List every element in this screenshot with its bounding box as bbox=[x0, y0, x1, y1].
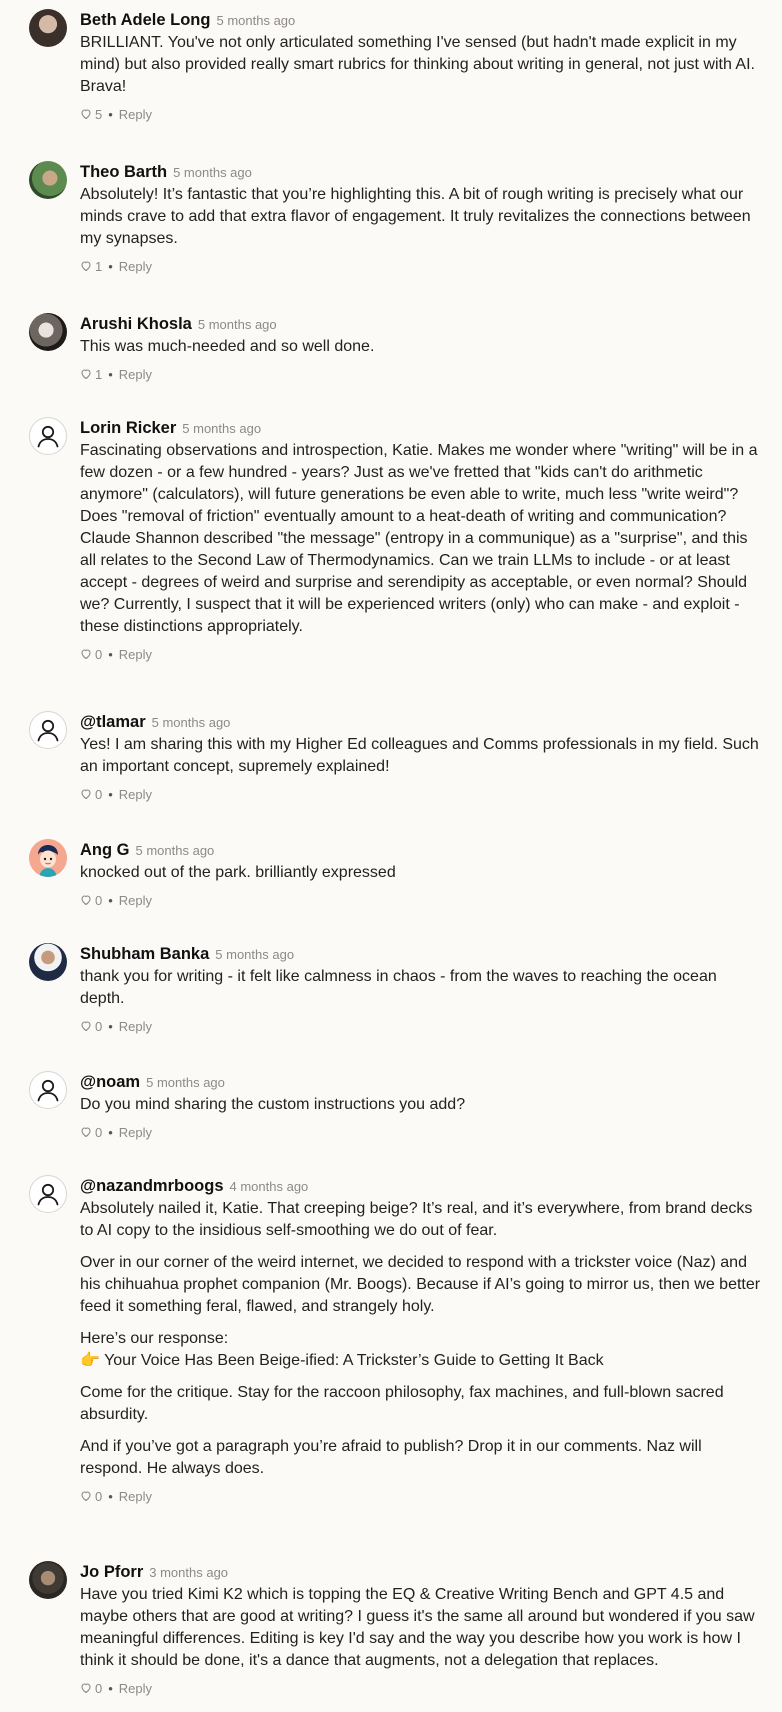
comment-text bbox=[80, 1198, 762, 1480]
comment-paragraph: Yes! I am sharing this with my Higher Ed colleagues and Comms professionals in my field. Such an important concept, supremely explained! bbox=[80, 736, 759, 775]
avatar[interactable] bbox=[29, 943, 67, 981]
comment-meta bbox=[80, 1070, 762, 1094]
comment-text bbox=[80, 336, 762, 358]
comment-actions bbox=[80, 257, 762, 275]
comment bbox=[29, 1174, 762, 1505]
comment-body bbox=[80, 942, 762, 1035]
comment-meta bbox=[80, 1560, 762, 1584]
comment-actions bbox=[80, 105, 762, 123]
comment-timestamp[interactable]: 5 months ago bbox=[215, 947, 295, 962]
like-count: 0 bbox=[95, 1488, 103, 1504]
reply-button[interactable]: Reply bbox=[118, 892, 153, 908]
separator-dot: • bbox=[108, 646, 113, 662]
heart-icon bbox=[80, 368, 92, 380]
commenter-name[interactable]: Arushi Khosla bbox=[80, 315, 192, 333]
like-button[interactable] bbox=[80, 1019, 102, 1034]
comment-timestamp[interactable]: 5 months ago bbox=[216, 13, 296, 28]
comment bbox=[29, 1560, 762, 1697]
comment-meta bbox=[80, 710, 762, 734]
comment-paragraph: And if you’ve got a paragraph you’re afraid to publish? Drop it in our comments. Naz will respond. He always does. bbox=[80, 1438, 702, 1477]
comment-body bbox=[80, 312, 762, 383]
separator-dot: • bbox=[108, 1124, 113, 1140]
like-count: 0 bbox=[95, 1680, 103, 1696]
comment-body bbox=[80, 1070, 762, 1141]
comment-text bbox=[80, 32, 762, 98]
commenter-name[interactable]: @tlamar bbox=[80, 713, 146, 731]
commenter-name[interactable]: Ang G bbox=[80, 841, 130, 859]
comment-meta bbox=[80, 838, 762, 862]
commenter-name[interactable]: @noam bbox=[80, 1073, 141, 1091]
separator-dot: • bbox=[108, 258, 113, 274]
comment-timestamp[interactable]: 5 months ago bbox=[146, 1075, 225, 1090]
comment bbox=[29, 942, 762, 1035]
comment-text bbox=[80, 966, 762, 1010]
comment-text bbox=[80, 1584, 762, 1672]
avatar[interactable] bbox=[29, 417, 67, 455]
comment-paragraph: BRILLIANT. You've not only articulated something I've sensed (but hadn't made explicit in my mind) but also provided really smart rubrics for thinking about writing in general, not just with AI. Brava! bbox=[80, 34, 755, 95]
reply-button[interactable]: Reply bbox=[118, 646, 153, 662]
reply-button[interactable]: Reply bbox=[118, 106, 153, 122]
comment-paragraph: Come for the critique. Stay for the raccoon philosophy, fax machines, and full-blown sacred absurdity. bbox=[80, 1384, 724, 1423]
comment bbox=[29, 838, 762, 909]
like-button[interactable] bbox=[80, 367, 102, 382]
commenter-name[interactable]: Shubham Banka bbox=[80, 945, 210, 963]
like-count: 1 bbox=[95, 366, 103, 382]
like-button[interactable] bbox=[80, 1489, 102, 1504]
comment-timestamp[interactable]: 5 months ago bbox=[135, 843, 215, 858]
like-button[interactable] bbox=[80, 1681, 102, 1696]
comment-paragraph: This was much-needed and so well done. bbox=[80, 338, 375, 355]
commenter-name[interactable]: @nazandmrboogs bbox=[80, 1177, 224, 1195]
comment-timestamp[interactable]: 5 months ago bbox=[151, 715, 231, 730]
comment-paragraph: thank you for writing - it felt like calmness in chaos - from the waves to reaching the ocean depth. bbox=[80, 968, 717, 1007]
commenter-name[interactable]: Lorin Ricker bbox=[80, 419, 177, 437]
like-count: 1 bbox=[95, 258, 103, 274]
comment bbox=[29, 416, 762, 663]
comment-body bbox=[80, 1174, 762, 1505]
like-count: 0 bbox=[95, 786, 103, 802]
comment-text bbox=[80, 440, 762, 638]
avatar[interactable] bbox=[29, 1561, 67, 1599]
comment-paragraph: Absolutely! It’s fantastic that you’re highlighting this. A bit of rough writing is precisely what our minds crave to add that extra flavor of engagement. It truly revitalizes the connections between my synapses. bbox=[80, 186, 751, 247]
user-placeholder-icon bbox=[35, 1077, 61, 1103]
comment-meta bbox=[80, 312, 762, 336]
comment-body bbox=[80, 838, 762, 909]
comment-actions bbox=[80, 1017, 762, 1035]
heart-icon bbox=[80, 1682, 92, 1694]
comment-meta bbox=[80, 1174, 762, 1198]
comment-body bbox=[80, 416, 762, 663]
comment-text bbox=[80, 862, 762, 884]
like-count: 5 bbox=[95, 106, 103, 122]
heart-icon bbox=[80, 788, 92, 800]
like-count: 0 bbox=[95, 1018, 103, 1034]
avatar[interactable] bbox=[29, 9, 67, 47]
comment-body bbox=[80, 1560, 762, 1697]
avatar[interactable] bbox=[29, 839, 67, 877]
reply-button[interactable]: Reply bbox=[118, 1018, 153, 1034]
comment-paragraph: Fascinating observations and introspection, Katie. Makes me wonder where "writing" will be in a few dozen - or a few hundred - years? Just as we've fretted that "kids can't do arithmetic anymore" (calculators), will future generations be even able to write, much less "write weird"? Does "removal of friction" eventually amount to a heat-death of writing and communication? Claude Shannon described "the message" (entropy in a communique) as a "surprise", and this all relates to the Second Law of Thermodynamics. Can we train LLMs to include - or at least accept - degrees of weird and surprise and serendipity as acceptable, or even normal? Should we? Currently, I suspect that it will be experienced writers (only) who can make - and exploit - these distinctions appropriately. bbox=[80, 442, 758, 635]
avatar[interactable] bbox=[29, 161, 67, 199]
comment-actions bbox=[80, 1123, 762, 1141]
user-placeholder-icon bbox=[35, 423, 61, 449]
like-button[interactable] bbox=[80, 647, 102, 662]
reply-button[interactable]: Reply bbox=[118, 366, 153, 382]
separator-dot: • bbox=[108, 1018, 113, 1034]
comment-timestamp[interactable]: 4 months ago bbox=[229, 1179, 309, 1194]
comment-meta bbox=[80, 942, 762, 966]
like-button[interactable] bbox=[80, 259, 102, 274]
comment bbox=[29, 160, 762, 275]
comment-paragraph: Here’s our response: 👉 Your Voice Has Been Beige-ified: A Trickster’s Guide to Getting It Back bbox=[80, 1330, 604, 1369]
commenter-name[interactable]: Theo Barth bbox=[80, 163, 168, 181]
comment-paragraph: Have you tried Kimi K2 which is topping the EQ & Creative Writing Bench and GPT 4.5 and maybe others that are good at writing? I guess it's the same all around but wondered if you saw meaningful differences. Editing is key I'd say and the way you describe how you work is how I think it should be done, it's a dance that augments, not a delegation that replaces. bbox=[80, 1586, 755, 1669]
heart-icon bbox=[80, 1490, 92, 1502]
comment bbox=[29, 710, 762, 803]
heart-icon bbox=[80, 1126, 92, 1138]
comment-actions bbox=[80, 891, 762, 909]
comment-paragraph: Over in our corner of the weird internet, we decided to respond with a trickster voice (Naz) and his chihuahua prophet companion (Mr. Boogs). Because if AI’s going to mirror us, then we better feed it something feral, flawed, and strangely holy. bbox=[80, 1254, 761, 1315]
like-count: 0 bbox=[95, 646, 103, 662]
comment-body bbox=[80, 710, 762, 803]
avatar[interactable] bbox=[29, 1175, 67, 1213]
comment-timestamp[interactable]: 5 months ago bbox=[182, 421, 262, 436]
heart-icon bbox=[80, 260, 92, 272]
separator-dot: • bbox=[108, 1680, 113, 1696]
separator-dot: • bbox=[108, 366, 113, 382]
separator-dot: • bbox=[108, 1488, 113, 1504]
comment-actions bbox=[80, 365, 762, 383]
cartoon-avatar-icon bbox=[29, 839, 67, 877]
commenter-name[interactable]: Beth Adele Long bbox=[80, 11, 211, 29]
comment-actions bbox=[80, 645, 762, 663]
avatar[interactable] bbox=[29, 313, 67, 351]
reply-button[interactable]: Reply bbox=[118, 786, 153, 802]
like-count: 0 bbox=[95, 1124, 103, 1140]
heart-icon bbox=[80, 894, 92, 906]
comment-meta bbox=[80, 8, 762, 32]
like-count: 0 bbox=[95, 892, 103, 908]
reply-button[interactable]: Reply bbox=[118, 1680, 153, 1696]
comment-text bbox=[80, 734, 762, 778]
comment-actions bbox=[80, 785, 762, 803]
like-button[interactable] bbox=[80, 1125, 102, 1140]
comment bbox=[29, 312, 762, 383]
comment-body bbox=[80, 160, 762, 275]
comment-timestamp[interactable]: 3 months ago bbox=[149, 1565, 229, 1580]
comment bbox=[29, 8, 762, 123]
heart-icon bbox=[80, 108, 92, 120]
comment-timestamp[interactable]: 5 months ago bbox=[197, 317, 277, 332]
comment-body bbox=[80, 8, 762, 123]
user-placeholder-icon bbox=[35, 717, 61, 743]
comment-meta bbox=[80, 416, 762, 440]
separator-dot: • bbox=[108, 786, 113, 802]
reply-button[interactable]: Reply bbox=[118, 1124, 153, 1140]
separator-dot: • bbox=[108, 106, 113, 122]
comment-actions bbox=[80, 1679, 762, 1697]
like-button[interactable] bbox=[80, 787, 102, 802]
like-button[interactable] bbox=[80, 107, 102, 122]
comment-timestamp[interactable]: 5 months ago bbox=[173, 165, 252, 180]
comment-actions bbox=[80, 1487, 762, 1505]
heart-icon bbox=[80, 648, 92, 660]
avatar[interactable] bbox=[29, 1071, 67, 1109]
heart-icon bbox=[80, 1020, 92, 1032]
like-button[interactable] bbox=[80, 893, 102, 908]
comment-paragraph: Absolutely nailed it, Katie. That creeping beige? It’s real, and it’s everywhere, from brand decks to AI copy to the insidious self-smoothing we do out of fear. bbox=[80, 1200, 753, 1239]
user-placeholder-icon bbox=[35, 1181, 61, 1207]
reply-button[interactable]: Reply bbox=[118, 258, 153, 274]
commenter-name[interactable]: Jo Pforr bbox=[80, 1563, 144, 1581]
comment-text bbox=[80, 1094, 762, 1116]
comment bbox=[29, 1070, 762, 1141]
comment-meta bbox=[80, 160, 762, 184]
avatar[interactable] bbox=[29, 711, 67, 749]
comment-paragraph: Do you mind sharing the custom instructions you add? bbox=[80, 1096, 466, 1113]
comment-text bbox=[80, 184, 762, 250]
separator-dot: • bbox=[108, 892, 113, 908]
comment-paragraph: knocked out of the park. brilliantly expressed bbox=[80, 864, 396, 881]
reply-button[interactable]: Reply bbox=[118, 1488, 153, 1504]
